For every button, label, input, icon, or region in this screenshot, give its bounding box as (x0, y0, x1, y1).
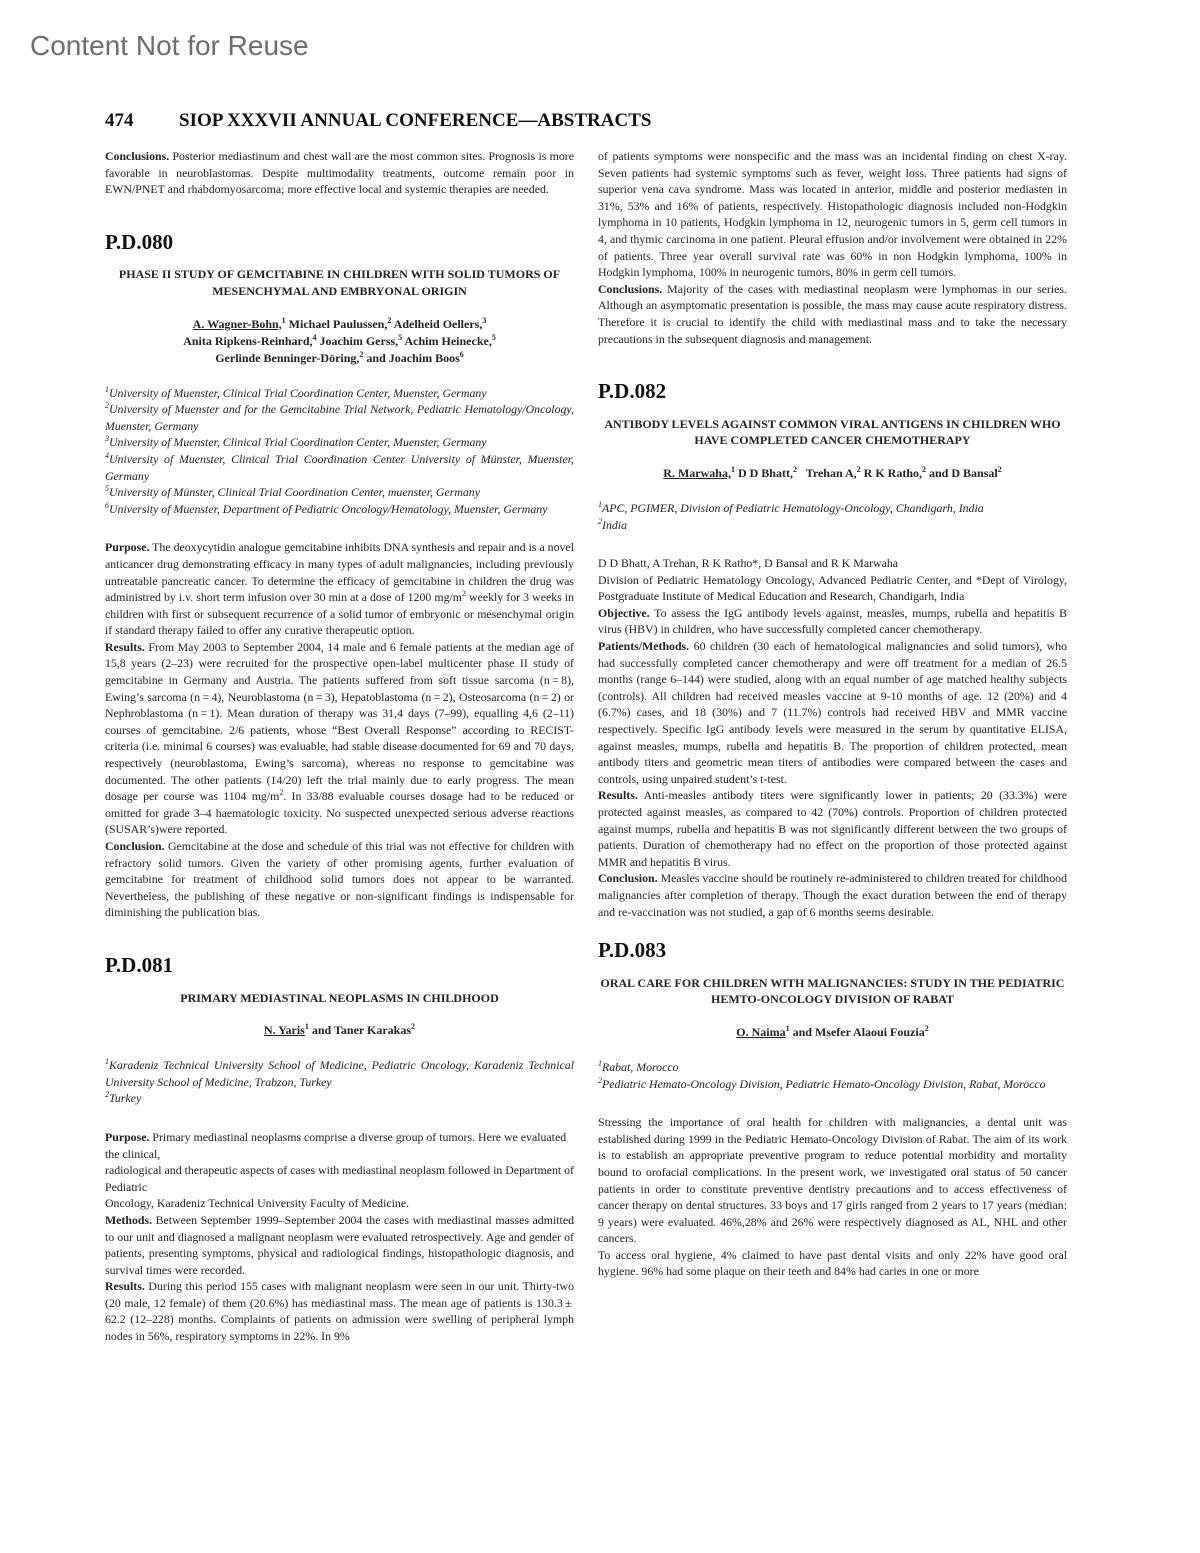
purpose-paragraph (105, 1129, 574, 1212)
section-text: During this period 155 cases with malignant neoplasm were seen in our unit. Thirty-two (20 male, 12 female) of them (20.6%) has mediastinal mass. The mean age of patients is 130.3 ± 62.2 (12–228) months. Complaints of patients on admission were swelling of peripheral lymph nodes in 56%, respiratory symptoms in 22%. In 9% (105, 1279, 574, 1344)
intro-text: Posterior mediastinum and chest wall are the most common sites. Prognosis is more favorable in neuroblastomas. Despite multimodality treatments, outcome remain poor in EWN/PNET and rhabdomyosarcoma; more effective local and systemic therapies are needed. (105, 149, 574, 197)
superscript: 2 (105, 401, 109, 411)
superscript: 2 (279, 788, 284, 798)
section-text: Gemcitabine at the dose and schedule of this trial was not effective for children with refractory solid tumors. Given the variety of other promising agents, further evaluation of gemcitabine for treatment of childhood solid tumors does not appear to be warranted. Nevertheless, the publishing of these negative or non-significant findings is indispensable for diminishing the publication bias. (105, 839, 574, 920)
institution: Division of Pediatric Hematology Oncology, Advanced Pediatric Center, and *Dept of Virology, Postgraduate Institute of Medical Education and Research, Chandigarh, India (598, 572, 1067, 604)
right-column (598, 148, 1067, 1280)
affiliation-text: Turkey (109, 1091, 142, 1106)
superscript: 2 (922, 464, 926, 474)
author: Joachim Gerss, (316, 333, 399, 348)
running-head (105, 110, 1095, 132)
section-lead: Purpose. (105, 1129, 150, 1144)
superscript: 3 (482, 315, 487, 325)
intro-lead: Conclusions. (105, 149, 170, 163)
affiliation (105, 484, 574, 501)
section-lead: Results. (105, 639, 145, 654)
section-text: Oncology, Karadeniz Technical University Faculty of Medicine. (105, 1196, 410, 1211)
superscript: 2 (387, 315, 392, 325)
superscript: 4 (105, 451, 109, 460)
section-lead: Results. (598, 788, 638, 803)
section-text: Between September 1999–September 2004 the cases with mediastinal masses admitted to our unit and diagnosed a malignant neoplasm were evaluated retrospectively. Age and gender of patients, presenting symptoms, physical and radiological findings, histopathologic diagnosis, and survival times were recorded. (105, 1212, 574, 1277)
author: and D Bansal (926, 465, 998, 480)
affiliation-text: Rabat, Morocco (602, 1059, 679, 1074)
section-text: From May 2003 to September 2004, 14 male and 6 female patients at the median age of 15,8 years (2–23) were recruited for the prospective open-label multicenter phase II study of gemcitabine in Germany and Austria. The patients suffered from soft tissue sarcoma (n = 8), Ewing’s sarcoma (n = 4), Neuroblastoma (n = 3), Hepatoblastoma (n = 2), Osteosarcoma (n = 2) or Nephroblastoma (n = 1). Mean duration of therapy was 31,4 days (7–99), equalling 4,6 (2–11) courses of gemcitabine. 2/6 patients, whose “Best Overall Response” according to RECIST-criteria (i.e. minimal 6 courses) was evaluable, had stable disease documented for 69 and 70 days, respectively (neuroblastoma, Ewing’s sarcoma), whereas no response to gemcitabine was documented. The other patients (14/20) left the trial mainly due to early progress. The mean dosage per course was 1104 mg/m (105, 639, 574, 804)
affiliation-text: University of Muenster, Clinical Trial Coordination Center, Muenster, Germany (109, 385, 487, 400)
results-paragraph (105, 639, 574, 838)
affiliation (105, 401, 574, 434)
superscript: 6 (459, 349, 464, 359)
abstract-authors (105, 316, 574, 367)
section-text: To assess the IgG antibody levels against, measles, mumps, rubella and hepatitis B virus (HBV) in children, who have successfully completed cancer chemotherapy. (598, 605, 1067, 637)
section-text: Majority of the cases with mediastinal neoplasm were lymphomas in our series. Although an asymptomatic presentation is possible, the mass may cause acute respiratory distress. Therefore it is crucial to identify the child with mediastinal mass and to take the necessary precautions in the subsequent diagnosis and management. (598, 281, 1067, 346)
superscript: 2 (359, 349, 364, 359)
methods-paragraph (105, 1212, 574, 1278)
affiliation-text: University of Muenster, Clinical Trial Coordination Center, Muenster, Germany (109, 435, 487, 450)
author: and Msefer Alaoui Fouzia (789, 1024, 925, 1039)
superscript: 5 (398, 332, 403, 342)
author: R K Ratho, (860, 465, 922, 480)
superscript: 1 (105, 384, 109, 394)
abstract-pd081 (105, 952, 574, 1345)
abstract-authors (105, 1022, 574, 1039)
section-lead: Objective. (598, 605, 650, 620)
section-text: weekly for 3 weeks in children with first or subsequent recurrence of a solid tumor of embryonic or mesenchymal origin if standard therapy failed to offer any curative therapeutic option. (105, 590, 574, 638)
body-paragraph: Stressing the importance of oral health for children with malignancies, a dental unit was established during 1999 in the Pediatric Hemato-Oncology Division of Rabat. The aim of its work is to establish an appropriate preventive program to reduce potential morbidity and mortality bound to orofacial complications. In the present work, we investigated oral status of 50 cancer patients in order to constitute preventive dentistry precautions and to access effectiveness of cancer therapy on dental structures. 33 boys and 17 girls ranged from 2 years to 17 years (median: 9 years) were evaluated. 46%,28% and 26% were respectively diagnosed as AL, NHL and other cancers. (598, 1115, 1067, 1246)
section-lead: Conclusion. (105, 839, 165, 853)
page-number: 474 (105, 110, 134, 131)
author: Achim Heinecke, (402, 333, 492, 348)
affiliation-text: APC, PGIMER, Division of Pediatric Hematology-Oncology, Chandigarh, India (602, 500, 984, 515)
abstract-code: P.D.081 (105, 952, 174, 977)
affiliation (105, 434, 574, 451)
author: Adelheid Oellers, (391, 316, 483, 331)
presenting-author: N. Yaris (263, 1023, 305, 1038)
affiliation-text: University of Münster, Clinical Trial Coordination Center, muenster, Germany (109, 485, 480, 500)
presenting-author: O. Naima (736, 1024, 786, 1039)
affiliation-text: Karadeniz Technical University School of Medicine, Pediatric Oncology, Karadeniz Technical University School of Medicine, Trabzon, Turkey (105, 1058, 574, 1089)
affiliations (598, 500, 1067, 533)
byline: D D Bhatt, A Trehan, R K Ratho*, D Bansal and R K Marwaha (598, 556, 899, 571)
pd081-continuation: of patients symptoms were nonspecific and the mass was an incidental finding on chest X-ray. Seven patients had systemic symptoms such as fever, weight loss. Three patients had signs of superior vena cava syndrome. Mass was located in anterior, middle and posterior mediasten in 31%, 53% and 16% of patients, respectively. Histopathologic diagnosis included non-Hodgkin lymphoma in 10 patients, Hodgkin lymphoma in 12, neurogenic tumors in 5, germ cell tumors in 4, and thymic carcinoma in one patient. Pleural effusion and/or involvement were obtained in 22% of patients. Three year overall survival rate was 60% in non Hodgkin lymphoma, 100% in Hodgkin lymphoma, 100% in neurogenic tumors, 80% in germ cell tumors. (598, 149, 1067, 280)
section-text: radiological and therapeutic aspects of cases with mediastinal neoplasm followed in Department of Pediatric (105, 1163, 574, 1194)
section-lead: Conclusion. (598, 871, 658, 886)
section-text: Anti-measles antibody titers were significantly lower in patients; 20 (33.3%) were protected against measles, as compared to 42 (70%) controls. Proportion of children protected against mumps, rubella and hepatitis B was not significantly different between the two groups of patients. Duration of chemotherapy had no effect on the proportion of those protected against MMR and hepatitis B virus. (598, 788, 1067, 869)
abstract-title: PHASE II STUDY OF GEMCITABINE IN CHILDREN WITH SOLID TUMORS OF MESENCHYMAL AND EMBRYONAL ORIGIN (118, 267, 561, 298)
superscript: 2 (462, 589, 467, 599)
superscript: 5 (105, 484, 109, 494)
superscript: 1 (730, 464, 735, 474)
affiliation (598, 1059, 1067, 1076)
abstract-title: PRIMARY MEDIASTINAL NEOPLASMS IN CHILDHOOD (180, 990, 499, 1005)
conclusion-paragraph (105, 838, 574, 921)
affiliation-text: University of Muenster and for the Gemcitabine Trial Network, Pediatric Hematology/Oncology, Muenster, Germany (105, 402, 574, 433)
abstract-pd083 (598, 938, 1067, 1280)
presenting-author: A. Wagner-Bohn, (192, 316, 282, 331)
superscript: 2 (598, 516, 602, 526)
affiliation (105, 385, 574, 402)
section-lead: Patients/Methods. (598, 639, 690, 654)
superscript: 5 (491, 332, 496, 342)
affiliations (598, 1059, 1067, 1092)
affiliation (598, 517, 1067, 534)
affiliation (598, 1076, 1067, 1093)
superscript: 1 (785, 1023, 790, 1033)
affiliations (105, 1057, 574, 1107)
results-paragraph (105, 1278, 574, 1344)
abstract-code: P.D.083 (598, 938, 667, 963)
affiliation (105, 1057, 574, 1090)
author: Anita Ripkens-Reinhard, (183, 333, 313, 348)
author: and Joachim Boos (363, 350, 460, 365)
superscript: 1 (598, 499, 602, 509)
superscript: 2 (997, 464, 1002, 474)
affiliation (105, 501, 574, 518)
section-lead: Purpose. (105, 540, 150, 555)
author: Michael Paulussen, (285, 316, 388, 331)
section-text: Measles vaccine should be routinely re-administered to children treated for childhood malignancies after completion of therapy. Though the exact duration between the end of therapy and re-vaccination was not studied, a gap of 6 months seems desirable. (598, 871, 1067, 919)
section-text: Primary mediastinal neoplasms comprise a diverse group of tumors. Here we evaluated the clinical, (105, 1129, 567, 1161)
methods-paragraph (598, 638, 1067, 787)
affiliation (598, 500, 1067, 517)
section-text: . In 33/88 evaluable courses dosage had to be reduced or omitted for grade 3–4 haematologic toxicity. No suspected unexpected serious adverse reactions (SUSAR’s)were reported. (105, 789, 574, 837)
intro-conclusions (105, 148, 574, 198)
pd081-conclusions (598, 281, 1067, 347)
presenting-author: R. Marwaha, (663, 465, 731, 480)
abstract-pd082 (598, 379, 1067, 920)
abstract-authors (598, 1024, 1067, 1041)
superscript: 3 (105, 434, 109, 444)
superscript: 1 (105, 1057, 109, 1067)
affiliation (105, 451, 574, 484)
superscript: 1 (304, 1022, 309, 1032)
abstract-code: P.D.082 (598, 379, 667, 404)
abstract-title: ORAL CARE FOR CHILDREN WITH MALIGNANCIES: STUDY IN THE PEDIATRIC HEMTO-ONCOLOGY DIVISION OF RABAT (600, 975, 1065, 1007)
superscript: 1 (598, 1059, 602, 1068)
affiliations (105, 385, 574, 518)
journal-title: SIOP XXXVII ANNUAL CONFERENCE—ABSTRACTS (179, 110, 652, 131)
results-paragraph (598, 787, 1067, 870)
superscript: 2 (598, 1075, 602, 1085)
section-text: The deoxycytidin analogue gemcitabine inhibits DNA synthesis and repair and is a novel anticancer drug demonstrating efficacy in many types of adult malignancies, including previously untreatable pancreatic cancer. To determine the efficacy of gemcitabine in children the drug was administred by i.v. short term infusion over 30 min at a dose of 1200 mg/m (105, 540, 574, 605)
superscript: 2 (856, 464, 861, 474)
abstract-code: P.D.080 (105, 229, 174, 254)
superscript: 2 (105, 1090, 109, 1100)
superscript: 2 (411, 1022, 416, 1032)
body-paragraph: To access oral hygiene, 4% claimed to have past dental visits and only 22% have good oral hygiene. 96% had some plaque on their teeth and 84% had caries in one or more (598, 1247, 1067, 1279)
author: and Taner Karakas (308, 1023, 412, 1038)
affiliation (105, 1090, 574, 1107)
section-lead: Methods. (105, 1212, 153, 1227)
affiliation-text: University of Muenster, Department of Pediatric Oncology/Hematology, Muenster, Germany (109, 501, 548, 516)
abstract-pd080 (105, 229, 574, 921)
superscript: 1 (281, 315, 286, 325)
abstract-authors (598, 465, 1067, 482)
abstract-title: ANTIBODY LEVELS AGAINST COMMON VIRAL ANTIGENS IN CHILDREN WHO HAVE COMPLETED CANCER CHEMOTHERAPY (604, 416, 1061, 448)
purpose-paragraph (105, 539, 574, 639)
superscript: 6 (105, 500, 109, 510)
watermark: Content Not for Reuse (30, 30, 309, 61)
affiliation-text: University of Muenster, Clinical Trial Coordination Center University of Münster, Muenster, Germany (105, 451, 574, 483)
section-lead: Results. (105, 1279, 145, 1294)
left-column (105, 148, 574, 1345)
author: Gerlinde Benninger-Döring, (215, 350, 360, 365)
superscript: 4 (312, 332, 317, 342)
affiliation-text: India (602, 517, 628, 532)
objective-paragraph (598, 605, 1067, 638)
conclusion-paragraph (598, 870, 1067, 920)
section-lead: Conclusions. (598, 281, 663, 296)
superscript: 2 (924, 1023, 929, 1033)
superscript: 2 (792, 464, 797, 474)
author: D D Bhatt, (734, 465, 793, 480)
section-text: 60 children (30 each of hematological malignancies and solid tumors), who had successfully completed cancer chemotherapy and were off treatment for a median of 26.5 months (range 6–144) were studied, along with an equal number of age matched healthy subjects (controls). All children had received measles vaccine at 9-10 months of age. 12 (20%) and 4 (6.7%) cases, and 18 (30%) and 7 (11.7%) controls had received HBV and MMR vaccine respectively. Specific IgG antibody levels were measured in the serum by quantitative ELISA, against measles, mumps, rubella and hepatitis B. The proportion of children protected, mean antibody titers and geometric mean titers of antibodies were compared between the cases and controls, using unpaired student’s t-test. (598, 639, 1067, 786)
author: Trehan A, (796, 465, 857, 480)
affiliation-text: Pediatric Hemato-Oncology Division, Pediatric Hemato-Oncology Division, Rabat, Morocco (602, 1076, 1046, 1091)
